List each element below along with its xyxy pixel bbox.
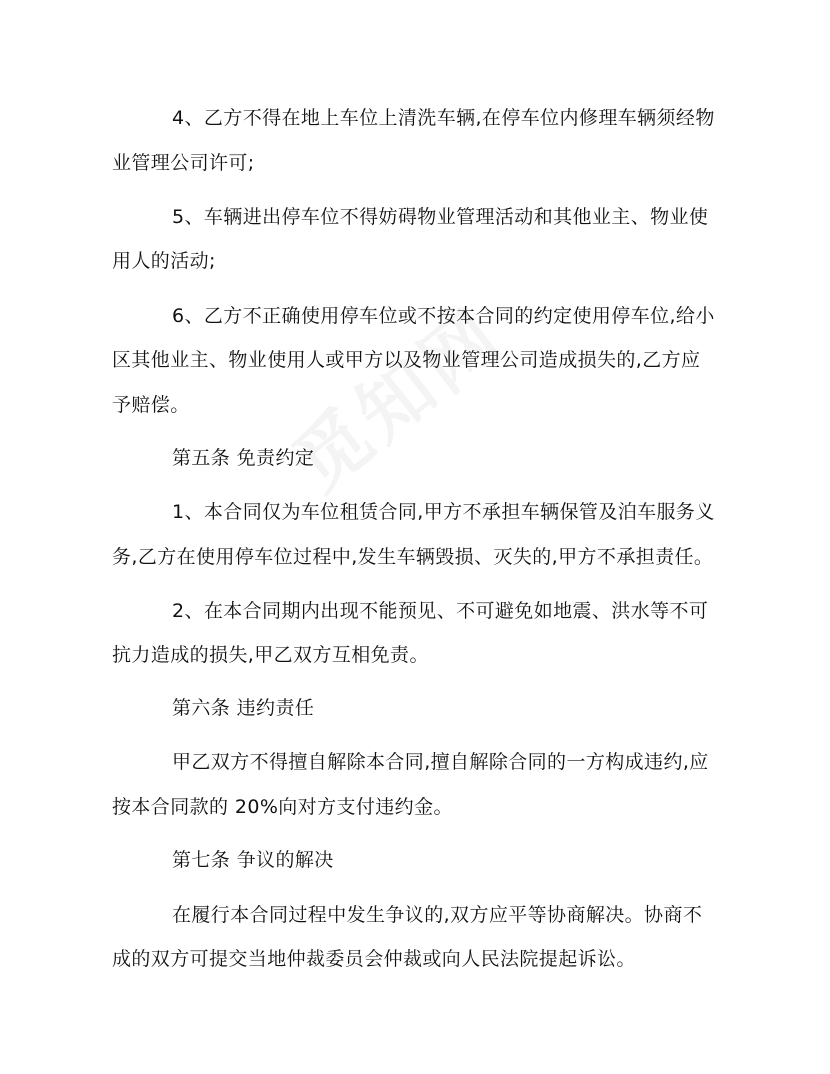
clause-4-line-1: 4、乙方不得在地上车位上清洗车辆,在停车位内修理车辆须经物 (172, 107, 715, 129)
article-5-item-2-line-1: 2、在本合同期内出现不能预见、不可避免如地震、洪水等不可 (172, 600, 709, 622)
clause-4-line-2: 业管理公司许可; (112, 152, 255, 174)
article-6-body-line-2: 按本合同款的 20%向对方支付违约金。 (112, 796, 453, 818)
article-5-item-2-line-2: 抗力造成的损失,甲乙双方互相免责。 (112, 644, 429, 666)
article-7-heading: 第七条 争议的解决 (172, 849, 334, 871)
article-6-body-line-1: 甲乙双方不得擅自解除本合同,擅自解除合同的一方构成违约,应 (172, 751, 709, 773)
article-6-heading: 第六条 违约责任 (172, 697, 315, 719)
article-7-body-line-1: 在履行本合同过程中发生争议的,双方应平等协商解决。协商不 (172, 904, 703, 926)
clause-5-line-2: 用人的活动; (112, 250, 216, 272)
article-5-heading: 第五条 免责约定 (172, 447, 315, 469)
article-7-body-line-2: 成的双方可提交当地仲裁委员会仲裁或向人民法院提起诉讼。 (112, 948, 636, 970)
clause-6-line-3: 予赔偿。 (112, 394, 190, 416)
article-5-item-1-line-1: 1、本合同仅为车位租赁合同,甲方不承担车辆保管及泊车服务义 (172, 501, 715, 523)
clause-5-line-1: 5、车辆进出停车位不得妨碍物业管理活动和其他业主、物业使 (172, 206, 709, 228)
article-5-item-1-line-2: 务,乙方在使用停车位过程中,发生车辆毁损、灭失的,甲方不承担责任。 (112, 546, 714, 568)
clause-6-line-2: 区其他业主、物业使用人或甲方以及物业管理公司造成损失的,乙方应 (112, 349, 701, 371)
clause-6-line-1: 6、乙方不正确使用停车位或不按本合同的约定使用停车位,给小 (172, 305, 715, 327)
